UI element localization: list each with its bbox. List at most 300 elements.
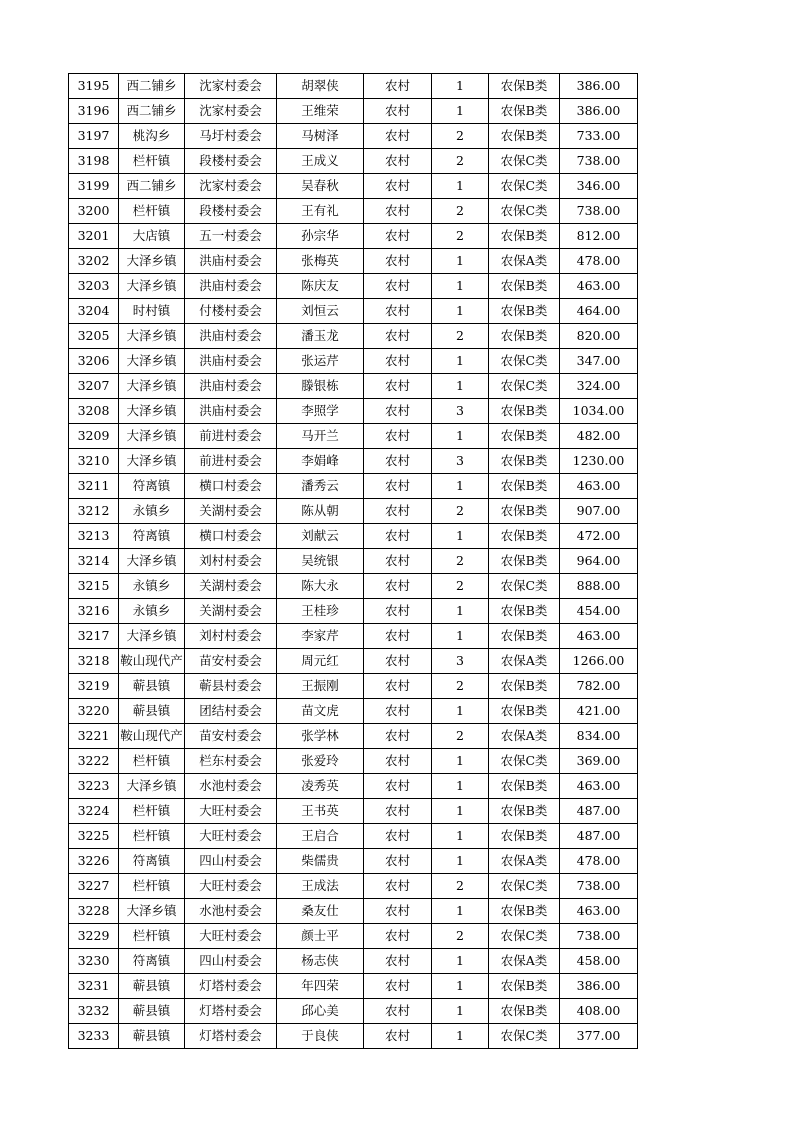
name-cell: 吴统银 [277, 549, 364, 574]
table-row [69, 974, 638, 999]
amount-cell: 964.00 [560, 549, 638, 574]
village-committee-cell: 灯塔村委会 [185, 1024, 277, 1049]
household-size-cell: 2 [432, 674, 489, 699]
table-row [69, 999, 638, 1024]
row-number-cell: 3214 [69, 549, 119, 574]
village-committee-cell: 大旺村委会 [185, 824, 277, 849]
household-size-cell: 1 [432, 799, 489, 824]
table-row [69, 574, 638, 599]
village-committee-cell: 刘村村委会 [185, 624, 277, 649]
name-cell: 滕银栋 [277, 374, 364, 399]
household-type-cell: 农村 [364, 924, 432, 949]
village-committee-cell: 四山村委会 [185, 849, 277, 874]
amount-cell: 346.00 [560, 174, 638, 199]
insurance-category-cell: 农保C类 [489, 199, 560, 224]
town-cell: 符离镇 [119, 474, 185, 499]
amount-cell: 907.00 [560, 499, 638, 524]
row-number-cell: 3202 [69, 249, 119, 274]
table-row [69, 124, 638, 149]
table-row [69, 1024, 638, 1049]
town-cell: 蕲县镇 [119, 674, 185, 699]
household-type-cell: 农村 [364, 449, 432, 474]
household-size-cell: 1 [432, 174, 489, 199]
town-cell: 鞍山现代产 [119, 649, 185, 674]
household-type-cell: 农村 [364, 224, 432, 249]
row-number-cell: 3222 [69, 749, 119, 774]
insurance-category-cell: 农保A类 [489, 249, 560, 274]
household-type-cell: 农村 [364, 624, 432, 649]
row-number-cell: 3207 [69, 374, 119, 399]
insurance-category-cell: 农保B类 [489, 624, 560, 649]
name-cell: 潘秀云 [277, 474, 364, 499]
name-cell: 桑友仕 [277, 899, 364, 924]
town-cell: 桃沟乡 [119, 124, 185, 149]
household-type-cell: 农村 [364, 399, 432, 424]
town-cell: 永镇乡 [119, 499, 185, 524]
household-size-cell: 1 [432, 374, 489, 399]
town-cell: 永镇乡 [119, 574, 185, 599]
town-cell: 蕲县镇 [119, 699, 185, 724]
village-committee-cell: 沈家村委会 [185, 99, 277, 124]
table-row [69, 524, 638, 549]
household-type-cell: 农村 [364, 549, 432, 574]
household-size-cell: 2 [432, 574, 489, 599]
name-cell: 年四荣 [277, 974, 364, 999]
household-type-cell: 农村 [364, 249, 432, 274]
name-cell: 潘玉龙 [277, 324, 364, 349]
household-type-cell: 农村 [364, 374, 432, 399]
table-row [69, 74, 638, 99]
amount-cell: 369.00 [560, 749, 638, 774]
table-row [69, 324, 638, 349]
table-row [69, 924, 638, 949]
name-cell: 颜士平 [277, 924, 364, 949]
household-size-cell: 2 [432, 124, 489, 149]
insurance-category-cell: 农保C类 [489, 174, 560, 199]
row-number-cell: 3231 [69, 974, 119, 999]
village-committee-cell: 沈家村委会 [185, 74, 277, 99]
household-type-cell: 农村 [364, 874, 432, 899]
row-number-cell: 3219 [69, 674, 119, 699]
amount-cell: 888.00 [560, 574, 638, 599]
table-row [69, 199, 638, 224]
household-type-cell: 农村 [364, 674, 432, 699]
insurance-category-cell: 农保B类 [489, 124, 560, 149]
name-cell: 王维荣 [277, 99, 364, 124]
household-size-cell: 1 [432, 424, 489, 449]
insurance-category-cell: 农保B类 [489, 474, 560, 499]
insurance-category-cell: 农保B类 [489, 674, 560, 699]
name-cell: 王成义 [277, 149, 364, 174]
household-type-cell: 农村 [364, 324, 432, 349]
household-type-cell: 农村 [364, 499, 432, 524]
town-cell: 符离镇 [119, 949, 185, 974]
village-committee-cell: 洪庙村委会 [185, 324, 277, 349]
village-committee-cell: 灯塔村委会 [185, 999, 277, 1024]
household-size-cell: 1 [432, 274, 489, 299]
town-cell: 大泽乡镇 [119, 624, 185, 649]
amount-cell: 458.00 [560, 949, 638, 974]
insurance-category-cell: 农保B类 [489, 99, 560, 124]
row-number-cell: 3218 [69, 649, 119, 674]
insurance-category-cell: 农保A类 [489, 949, 560, 974]
name-cell: 陈从朝 [277, 499, 364, 524]
household-size-cell: 2 [432, 324, 489, 349]
insurance-category-cell: 农保C类 [489, 924, 560, 949]
village-committee-cell: 沈家村委会 [185, 174, 277, 199]
table-row [69, 249, 638, 274]
town-cell: 蕲县镇 [119, 974, 185, 999]
table-row [69, 149, 638, 174]
name-cell: 李家芹 [277, 624, 364, 649]
name-cell: 张学林 [277, 724, 364, 749]
row-number-cell: 3223 [69, 774, 119, 799]
household-type-cell: 农村 [364, 649, 432, 674]
name-cell: 王启合 [277, 824, 364, 849]
amount-cell: 463.00 [560, 624, 638, 649]
row-number-cell: 3224 [69, 799, 119, 824]
town-cell: 西二铺乡 [119, 174, 185, 199]
village-committee-cell: 段楼村委会 [185, 149, 277, 174]
table-row [69, 699, 638, 724]
household-type-cell: 农村 [364, 699, 432, 724]
household-type-cell: 农村 [364, 524, 432, 549]
town-cell: 栏杆镇 [119, 149, 185, 174]
household-type-cell: 农村 [364, 799, 432, 824]
row-number-cell: 3233 [69, 1024, 119, 1049]
household-size-cell: 1 [432, 624, 489, 649]
household-size-cell: 1 [432, 949, 489, 974]
household-size-cell: 1 [432, 74, 489, 99]
town-cell: 大泽乡镇 [119, 324, 185, 349]
subsidy-table [68, 73, 638, 1049]
household-type-cell: 农村 [364, 599, 432, 624]
insurance-category-cell: 农保C类 [489, 1024, 560, 1049]
table-row [69, 899, 638, 924]
household-size-cell: 2 [432, 499, 489, 524]
household-type-cell: 农村 [364, 299, 432, 324]
amount-cell: 472.00 [560, 524, 638, 549]
row-number-cell: 3195 [69, 74, 119, 99]
name-cell: 凌秀英 [277, 774, 364, 799]
household-size-cell: 3 [432, 399, 489, 424]
row-number-cell: 3209 [69, 424, 119, 449]
amount-cell: 812.00 [560, 224, 638, 249]
household-size-cell: 3 [432, 649, 489, 674]
insurance-category-cell: 农保B类 [489, 449, 560, 474]
row-number-cell: 3196 [69, 99, 119, 124]
row-number-cell: 3200 [69, 199, 119, 224]
table-row [69, 474, 638, 499]
name-cell: 于良侠 [277, 1024, 364, 1049]
row-number-cell: 3213 [69, 524, 119, 549]
insurance-category-cell: 农保B类 [489, 274, 560, 299]
insurance-category-cell: 农保B类 [489, 824, 560, 849]
row-number-cell: 3230 [69, 949, 119, 974]
insurance-category-cell: 农保B类 [489, 399, 560, 424]
household-size-cell: 1 [432, 599, 489, 624]
amount-cell: 738.00 [560, 199, 638, 224]
household-type-cell: 农村 [364, 899, 432, 924]
town-cell: 蕲县镇 [119, 999, 185, 1024]
household-size-cell: 1 [432, 824, 489, 849]
town-cell: 栏杆镇 [119, 874, 185, 899]
village-committee-cell: 大旺村委会 [185, 924, 277, 949]
table-row [69, 174, 638, 199]
row-number-cell: 3208 [69, 399, 119, 424]
row-number-cell: 3217 [69, 624, 119, 649]
village-committee-cell: 苗安村委会 [185, 724, 277, 749]
village-committee-cell: 刘村村委会 [185, 549, 277, 574]
table-row [69, 299, 638, 324]
insurance-category-cell: 农保B类 [489, 324, 560, 349]
table-row [69, 549, 638, 574]
household-type-cell: 农村 [364, 1024, 432, 1049]
row-number-cell: 3216 [69, 599, 119, 624]
town-cell: 大泽乡镇 [119, 549, 185, 574]
name-cell: 吴春秋 [277, 174, 364, 199]
row-number-cell: 3228 [69, 899, 119, 924]
name-cell: 王有礼 [277, 199, 364, 224]
name-cell: 张爱玲 [277, 749, 364, 774]
insurance-category-cell: 农保C类 [489, 874, 560, 899]
insurance-category-cell: 农保B类 [489, 599, 560, 624]
table-row [69, 724, 638, 749]
town-cell: 大泽乡镇 [119, 374, 185, 399]
table-row [69, 674, 638, 699]
name-cell: 李照学 [277, 399, 364, 424]
row-number-cell: 3212 [69, 499, 119, 524]
insurance-category-cell: 农保B类 [489, 424, 560, 449]
household-size-cell: 1 [432, 749, 489, 774]
row-number-cell: 3197 [69, 124, 119, 149]
insurance-category-cell: 农保B类 [489, 499, 560, 524]
amount-cell: 463.00 [560, 474, 638, 499]
village-committee-cell: 付楼村委会 [185, 299, 277, 324]
table-row [69, 824, 638, 849]
household-size-cell: 2 [432, 724, 489, 749]
village-committee-cell: 前进村委会 [185, 449, 277, 474]
household-type-cell: 农村 [364, 474, 432, 499]
amount-cell: 487.00 [560, 799, 638, 824]
village-committee-cell: 洪庙村委会 [185, 349, 277, 374]
amount-cell: 454.00 [560, 599, 638, 624]
table-row [69, 449, 638, 474]
row-number-cell: 3221 [69, 724, 119, 749]
household-type-cell: 农村 [364, 724, 432, 749]
amount-cell: 324.00 [560, 374, 638, 399]
amount-cell: 386.00 [560, 74, 638, 99]
household-type-cell: 农村 [364, 749, 432, 774]
table-row [69, 749, 638, 774]
row-number-cell: 3232 [69, 999, 119, 1024]
row-number-cell: 3225 [69, 824, 119, 849]
amount-cell: 834.00 [560, 724, 638, 749]
village-committee-cell: 水池村委会 [185, 774, 277, 799]
row-number-cell: 3201 [69, 224, 119, 249]
town-cell: 蕲县镇 [119, 1024, 185, 1049]
name-cell: 李娟峰 [277, 449, 364, 474]
amount-cell: 408.00 [560, 999, 638, 1024]
amount-cell: 733.00 [560, 124, 638, 149]
household-size-cell: 1 [432, 1024, 489, 1049]
name-cell: 柴儒贵 [277, 849, 364, 874]
village-committee-cell: 洪庙村委会 [185, 274, 277, 299]
village-committee-cell: 前进村委会 [185, 424, 277, 449]
insurance-category-cell: 农保C类 [489, 749, 560, 774]
amount-cell: 738.00 [560, 149, 638, 174]
village-committee-cell: 五一村委会 [185, 224, 277, 249]
amount-cell: 1230.00 [560, 449, 638, 474]
amount-cell: 377.00 [560, 1024, 638, 1049]
insurance-category-cell: 农保C类 [489, 149, 560, 174]
household-size-cell: 1 [432, 349, 489, 374]
row-number-cell: 3199 [69, 174, 119, 199]
town-cell: 栏杆镇 [119, 824, 185, 849]
village-committee-cell: 大旺村委会 [185, 874, 277, 899]
name-cell: 陈庆友 [277, 274, 364, 299]
town-cell: 栏杆镇 [119, 799, 185, 824]
insurance-category-cell: 农保C类 [489, 349, 560, 374]
village-committee-cell: 栏东村委会 [185, 749, 277, 774]
insurance-category-cell: 农保A类 [489, 849, 560, 874]
town-cell: 大泽乡镇 [119, 449, 185, 474]
household-size-cell: 1 [432, 849, 489, 874]
name-cell: 胡翠侠 [277, 74, 364, 99]
name-cell: 马开兰 [277, 424, 364, 449]
amount-cell: 421.00 [560, 699, 638, 724]
household-size-cell: 2 [432, 149, 489, 174]
village-committee-cell: 灯塔村委会 [185, 974, 277, 999]
name-cell: 王成法 [277, 874, 364, 899]
town-cell: 符离镇 [119, 849, 185, 874]
table-row [69, 374, 638, 399]
town-cell: 大泽乡镇 [119, 399, 185, 424]
name-cell: 孙宗华 [277, 224, 364, 249]
amount-cell: 464.00 [560, 299, 638, 324]
name-cell: 邱心美 [277, 999, 364, 1024]
village-committee-cell: 马圩村委会 [185, 124, 277, 149]
town-cell: 鞍山现代产 [119, 724, 185, 749]
household-size-cell: 1 [432, 699, 489, 724]
household-type-cell: 农村 [364, 574, 432, 599]
row-number-cell: 3204 [69, 299, 119, 324]
town-cell: 大泽乡镇 [119, 249, 185, 274]
town-cell: 栏杆镇 [119, 924, 185, 949]
household-type-cell: 农村 [364, 999, 432, 1024]
insurance-category-cell: 农保C类 [489, 574, 560, 599]
town-cell: 大泽乡镇 [119, 349, 185, 374]
insurance-category-cell: 农保B类 [489, 524, 560, 549]
row-number-cell: 3227 [69, 874, 119, 899]
row-number-cell: 3205 [69, 324, 119, 349]
table-row [69, 349, 638, 374]
insurance-category-cell: 农保C类 [489, 374, 560, 399]
name-cell: 苗文虎 [277, 699, 364, 724]
town-cell: 大泽乡镇 [119, 274, 185, 299]
amount-cell: 820.00 [560, 324, 638, 349]
insurance-category-cell: 农保B类 [489, 299, 560, 324]
amount-cell: 478.00 [560, 849, 638, 874]
table-row [69, 399, 638, 424]
insurance-category-cell: 农保B类 [489, 699, 560, 724]
table-row [69, 274, 638, 299]
name-cell: 王书英 [277, 799, 364, 824]
table-row [69, 499, 638, 524]
insurance-category-cell: 农保B类 [489, 974, 560, 999]
household-type-cell: 农村 [364, 199, 432, 224]
row-number-cell: 3220 [69, 699, 119, 724]
town-cell: 栏杆镇 [119, 199, 185, 224]
village-committee-cell: 苗安村委会 [185, 649, 277, 674]
name-cell: 马树泽 [277, 124, 364, 149]
village-committee-cell: 横口村委会 [185, 474, 277, 499]
amount-cell: 782.00 [560, 674, 638, 699]
amount-cell: 1266.00 [560, 649, 638, 674]
household-type-cell: 农村 [364, 974, 432, 999]
household-type-cell: 农村 [364, 774, 432, 799]
village-committee-cell: 四山村委会 [185, 949, 277, 974]
name-cell: 张运芹 [277, 349, 364, 374]
insurance-category-cell: 农保A类 [489, 724, 560, 749]
town-cell: 符离镇 [119, 524, 185, 549]
town-cell: 栏杆镇 [119, 749, 185, 774]
village-committee-cell: 横口村委会 [185, 524, 277, 549]
village-committee-cell: 蕲县村委会 [185, 674, 277, 699]
village-committee-cell: 段楼村委会 [185, 199, 277, 224]
insurance-category-cell: 农保B类 [489, 549, 560, 574]
row-number-cell: 3215 [69, 574, 119, 599]
town-cell: 大泽乡镇 [119, 424, 185, 449]
household-type-cell: 农村 [364, 824, 432, 849]
amount-cell: 463.00 [560, 774, 638, 799]
household-size-cell: 2 [432, 199, 489, 224]
town-cell: 大泽乡镇 [119, 899, 185, 924]
household-size-cell: 1 [432, 249, 489, 274]
household-type-cell: 农村 [364, 99, 432, 124]
amount-cell: 738.00 [560, 874, 638, 899]
table-row [69, 849, 638, 874]
household-type-cell: 农村 [364, 149, 432, 174]
amount-cell: 386.00 [560, 99, 638, 124]
village-committee-cell: 关湖村委会 [185, 574, 277, 599]
row-number-cell: 3229 [69, 924, 119, 949]
name-cell: 张梅英 [277, 249, 364, 274]
household-size-cell: 2 [432, 549, 489, 574]
row-number-cell: 3211 [69, 474, 119, 499]
row-number-cell: 3206 [69, 349, 119, 374]
amount-cell: 738.00 [560, 924, 638, 949]
amount-cell: 463.00 [560, 274, 638, 299]
insurance-category-cell: 农保B类 [489, 74, 560, 99]
household-size-cell: 1 [432, 774, 489, 799]
town-cell: 永镇乡 [119, 599, 185, 624]
household-size-cell: 3 [432, 449, 489, 474]
insurance-category-cell: 农保B类 [489, 799, 560, 824]
household-type-cell: 农村 [364, 74, 432, 99]
name-cell: 刘献云 [277, 524, 364, 549]
village-committee-cell: 洪庙村委会 [185, 374, 277, 399]
name-cell: 杨志侠 [277, 949, 364, 974]
household-size-cell: 2 [432, 874, 489, 899]
table-row [69, 624, 638, 649]
table-body [69, 74, 638, 1049]
name-cell: 陈大永 [277, 574, 364, 599]
amount-cell: 487.00 [560, 824, 638, 849]
amount-cell: 386.00 [560, 974, 638, 999]
name-cell: 刘恒云 [277, 299, 364, 324]
household-size-cell: 1 [432, 999, 489, 1024]
